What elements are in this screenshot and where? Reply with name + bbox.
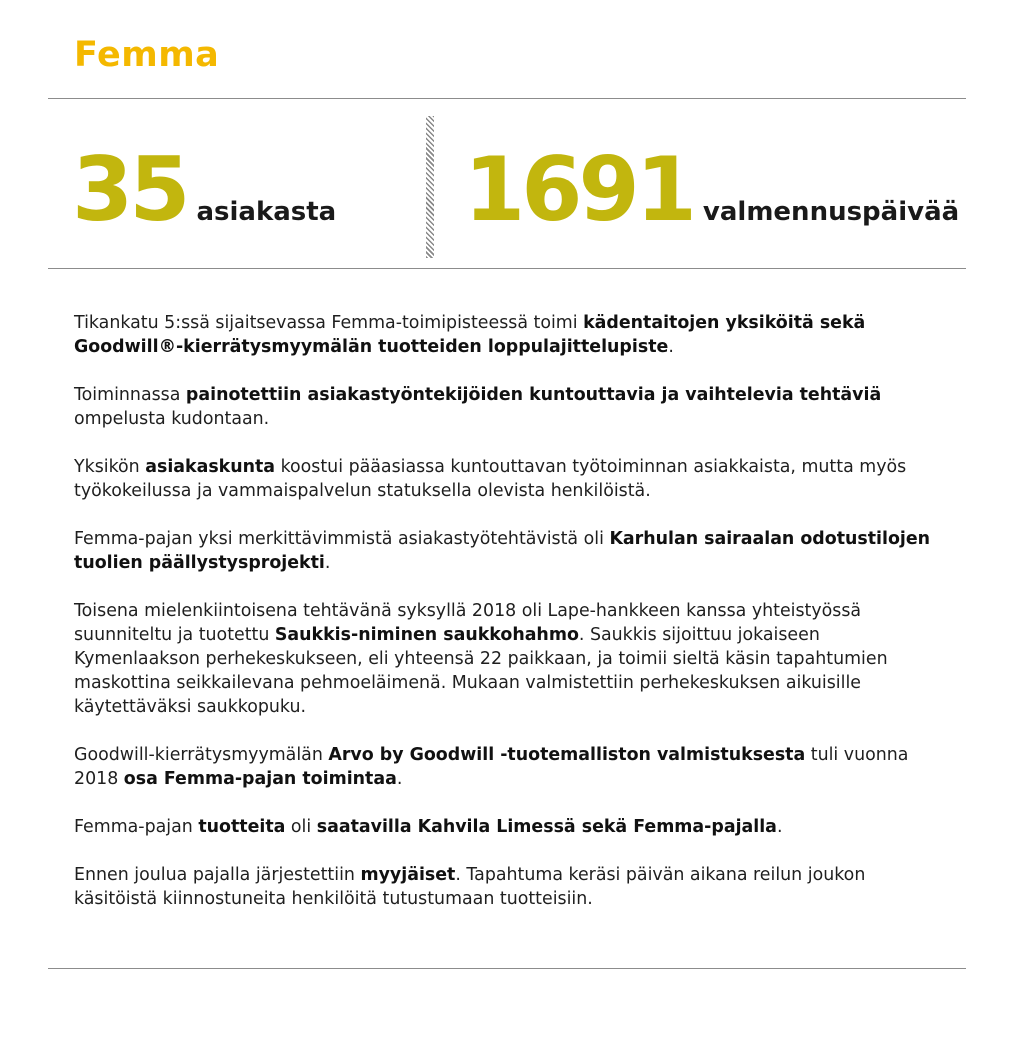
stat-coaching-days-number: 1691	[464, 138, 693, 241]
text-run: . Saukkis sijoittuu jokaiseen Kymenlaakson perhekeskukseen, eli yhteensä 22 paikkaan, ja toimii sieltä käsin tapahtumien maskottina seikkailevana pehmoeläimenä. Mukaan valmistettiin perhekeskuksen aikuisille käytettäväksi saukkopuku.	[74, 625, 888, 717]
text-run: . Tapahtuma keräsi päivän aikana reilun joukon käsitöistä kiinnostuneita henkilöitä tutustumaan tuotteisiin.	[74, 865, 866, 909]
bold-text: osa Femma-pajan toimintaa	[123, 769, 397, 789]
text-run: tuli vuonna 2018	[74, 745, 909, 789]
bold-text: kädentaitojen yksiköitä sekä Goodwill®-kierrätysmyymälän tuotteiden loppulajittelupiste	[74, 313, 866, 357]
bold-text: tuotteita	[198, 817, 286, 837]
middle-divider	[48, 268, 966, 269]
top-divider	[48, 98, 966, 99]
text-run: .	[776, 817, 783, 837]
bold-text: asiakaskunta	[145, 457, 276, 477]
paragraph	[74, 455, 944, 503]
text-run: koostui pääasiassa kuntouttavan työtoiminnan asiakkaista, mutta myös työkokeilussa ja vammaispalvelun statuksella olevista henkilöistä.	[74, 457, 907, 501]
text-run: Goodwill-kierrätysmyymälän	[74, 745, 329, 765]
text-run: oli	[285, 817, 317, 837]
bold-text: saatavilla Kahvila Limessä sekä Femma-pajalla	[316, 817, 777, 837]
stat-customers	[72, 140, 336, 240]
stat-customers-label: asiakasta	[196, 197, 337, 227]
body-text	[74, 311, 944, 935]
bold-text: Saukkis-niminen saukkohahmo	[274, 625, 579, 645]
text-run: .	[396, 769, 403, 789]
text-run: Tikankatu 5:ssä sijaitsevassa Femma-toimipisteessä toimi	[74, 313, 584, 333]
text-run: Femma-pajan	[74, 817, 199, 837]
text-run: .	[668, 337, 674, 357]
paragraph	[74, 815, 944, 839]
bold-text: Arvo by Goodwill -tuotemalliston valmistuksesta	[328, 745, 806, 765]
paragraph	[74, 383, 944, 431]
text-run: Femma-pajan yksi merkittävimmistä asiakastyötehtävistä oli	[74, 529, 610, 549]
paragraph	[74, 743, 944, 791]
text-run: .	[324, 553, 331, 573]
bold-text: Karhulan sairaalan odotustilojen tuolien päällystysprojekti	[74, 529, 931, 573]
bottom-divider	[48, 968, 966, 969]
text-run: Toiminnassa	[74, 385, 186, 405]
paragraph	[74, 863, 944, 911]
text-run: Ennen joulua pajalla järjestettiin	[74, 865, 361, 885]
paragraph	[74, 311, 944, 359]
stats-hatched-divider	[426, 116, 434, 258]
paragraph	[74, 527, 944, 575]
text-run: Yksikön	[74, 457, 146, 477]
stat-coaching-days	[464, 140, 959, 240]
bold-text: painotettiin asiakastyöntekijöiden kuntouttavia ja vaihtelevia tehtäviä	[185, 385, 882, 405]
stat-customers-number: 35	[72, 138, 187, 241]
text-run: ompelusta kudontaan.	[74, 409, 270, 429]
paragraph	[74, 599, 944, 719]
bold-text: myyjäiset	[360, 865, 456, 885]
text-run: Toisena mielenkiintoisena tehtävänä syksyllä 2018 oli Lape-hankkeen kanssa yhteistyössä suunniteltu ja tuotettu	[74, 601, 862, 645]
page-title: Femma	[74, 35, 220, 75]
stat-coaching-days-label: valmennuspäivää	[702, 197, 960, 227]
